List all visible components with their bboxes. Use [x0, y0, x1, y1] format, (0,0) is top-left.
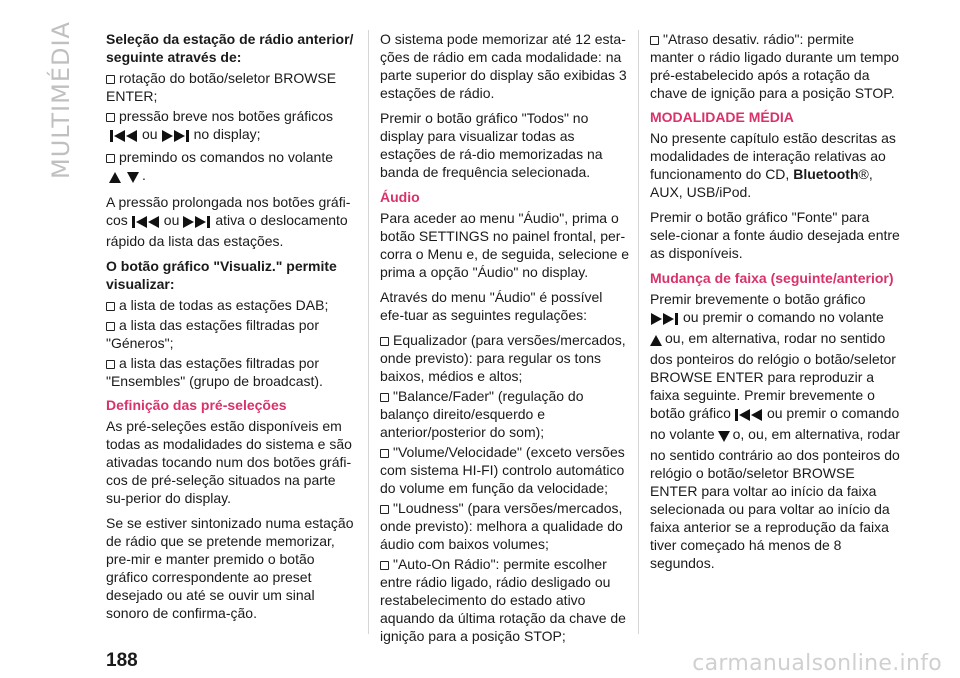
previous-track-icon: [734, 407, 764, 425]
paragraph-text: A pressão prolongada nos botões gráfi-cos: [106, 194, 351, 228]
up-triangle-icon: [109, 169, 121, 187]
paragraph-text: ou premir o comando no volante: [650, 405, 900, 442]
list-item: [106, 69, 356, 105]
paragraph-text: Premir brevemente o botão gráfico: [650, 291, 866, 307]
list-item-text: Equalizador (para versões/mercados, onde previsto): para regular os tons baixos, médios e altos;: [380, 332, 626, 384]
paragraph-text: ®, AUX, USB/iPod.: [650, 166, 873, 200]
paragraph-audio-settings: Através do menu "Áudio" é possível efe-tuar as seguintes regulações:: [380, 289, 603, 323]
section-side-label: [44, 21, 78, 179]
checkbox-bullet-icon: [380, 449, 389, 458]
list-item-text: "Volume/Velocidade" (exceto versões com sistema HI-FI) controlo automático do volume em função da velocidade;: [380, 444, 625, 496]
paragraph-presets: As pré-seleções estão disponíveis em todas as modalidades do sistema e são ativadas tocando num dos botões gráfi-cos de pré-seleção situados na parte su-perior do display.: [106, 418, 352, 506]
heading-visualiz: O botão gráfico "Visualiz." permite visualizar:: [106, 258, 337, 292]
list-item-text: a lista das estações filtradas por "Ensembles" (grupo de broadcast).: [106, 355, 323, 389]
up-triangle-icon: [650, 332, 662, 350]
previous-track-icon: [131, 214, 161, 232]
list-item: [380, 387, 630, 441]
column-divider-1: [368, 30, 369, 634]
list-item: [106, 107, 356, 146]
paragraph-track-change: [650, 290, 900, 572]
column-1: [106, 30, 356, 629]
list-item-text: "Atraso desativ. rádio": permite manter o rádio ligado durante um tempo pré-estabelecido após a rotação da chave de ignição para a posição STOP.: [650, 31, 900, 101]
next-track-icon: [182, 214, 212, 232]
or-text: ou: [163, 212, 180, 228]
column-divider-2: [638, 30, 639, 634]
list-item-text: a lista das estações filtradas por "Géneros";: [106, 317, 319, 351]
watermark: carmanualsonline.info: [692, 651, 942, 676]
previous-track-icon: [109, 128, 139, 146]
list-item: [106, 296, 356, 314]
paragraph-text: ou, em alternativa, rodar no sentido dos ponteiros do relógio o botão/seletor BROWSE ENTER para reproduzir a faixa seguinte. Premir brevemente o botão gráfico: [650, 330, 896, 421]
paragraph-todos: Premir o botão gráfico "Todos" no display para visualizar todas as estações de rá-dio memorizadas na banda de frequência selecionada.: [380, 110, 603, 180]
checkbox-bullet-icon: [106, 360, 115, 369]
bluetooth-text: Bluetooth: [793, 166, 859, 182]
list-item: [380, 331, 630, 385]
list-item-text: rotação do botão/seletor BROWSE ENTER;: [106, 70, 337, 104]
period-text: .: [142, 167, 146, 183]
checkbox-bullet-icon: [380, 337, 389, 346]
page-number: 188: [106, 650, 138, 671]
heading-presets: Definição das pré-seleções: [106, 397, 287, 413]
list-item-text: "Balance/Fader" (regulação do balanço direito/esquerdo e anterior/posterior do som);: [380, 388, 584, 440]
list-item: [106, 354, 356, 390]
paragraph-audio-menu: Para aceder ao menu "Áudio", prima o botão SETTINGS no painel frontal, per-corra o Menu e, de seguida, selecione e prima a opção "Áudio" no display.: [380, 210, 630, 280]
list-item-text: pressão breve nos botões gráficos: [119, 108, 334, 124]
checkbox-bullet-icon: [106, 75, 115, 84]
list-item-text: premindo os comandos no volante: [119, 149, 334, 165]
checkbox-bullet-icon: [106, 322, 115, 331]
paragraph-memory: O sistema pode memorizar até 12 esta-ções de rádio em cada modalidade: na parte superior do display são exibidas 3 estações de rádio.: [380, 31, 627, 101]
paragraph-text: ativa o deslocamento rápido da lista das estações.: [106, 212, 348, 249]
list-item-text: no display;: [193, 126, 261, 142]
down-triangle-icon: [718, 428, 730, 446]
checkbox-bullet-icon: [380, 561, 389, 570]
paragraph-text: ou premir o comando no volante: [683, 309, 884, 325]
list-item: [106, 148, 356, 187]
section-side-label-text: MULTIMÉDIA: [47, 21, 75, 179]
down-triangle-icon: [127, 169, 139, 187]
column-3: [650, 30, 900, 579]
list-item-text: "Loudness" (para versões/mercados, onde previsto): melhora a qualidade do áudio com baixos volumes;: [380, 500, 623, 552]
list-item: [106, 316, 356, 352]
checkbox-bullet-icon: [650, 36, 659, 45]
paragraph-text: o, ou, em alternativa, rodar no sentido contrário ao dos ponteiros do relógio o botão/seletor BROWSE ENTER para voltar ao início da faixa selecionada ou para voltar ao início da faixa anterior se a reprodução da faixa tiver começado há menos de 8 segundos.: [650, 426, 900, 571]
list-item: [380, 499, 630, 553]
list-item: [380, 443, 630, 497]
next-track-icon: [161, 128, 191, 146]
paragraph-long-press: [106, 193, 356, 250]
paragraph-memorize: Se se estiver sintonizado numa estação de rádio que se pretende memorizar, pre-mir e manter premido o botão gráfico correspondente ao preset desejado ou até se ouvir um sinal sonoro de confirma-ção.: [106, 515, 354, 621]
heading-prev-next-station: Seleção da estação de rádio anterior/ seguinte através de:: [106, 31, 354, 65]
list-item: [380, 555, 630, 645]
checkbox-bullet-icon: [380, 505, 389, 514]
list-item: [650, 30, 900, 102]
paragraph-fonte: Premir o botão gráfico "Fonte" para sele-cionar a fonte áudio desejada entre as disponíveis.: [650, 209, 900, 261]
checkbox-bullet-icon: [106, 154, 115, 163]
or-text: ou: [142, 126, 158, 142]
paragraph-text: No presente capítulo estão descritas as modalidades de interação relativas ao funcionamento do CD,: [650, 130, 896, 182]
list-item-text: "Auto-On Rádio": permite escolher entre rádio ligado, rádio desligado ou restabelecimento do estado ativo aquando da última rotação da chave de ignição para a posição STOP;: [380, 556, 626, 644]
next-track-icon: [650, 311, 680, 329]
checkbox-bullet-icon: [380, 393, 389, 402]
heading-track-change: Mudança de faixa (seguinte/anterior): [650, 270, 894, 286]
checkbox-bullet-icon: [106, 113, 115, 122]
heading-audio: Áudio: [380, 189, 420, 205]
paragraph-chapter: [650, 129, 900, 201]
column-2: [380, 30, 630, 647]
heading-media-mode: MODALIDADE MÉDIA: [650, 109, 794, 125]
checkbox-bullet-icon: [106, 302, 115, 311]
list-item-text: a lista de todas as estações DAB;: [119, 297, 329, 313]
